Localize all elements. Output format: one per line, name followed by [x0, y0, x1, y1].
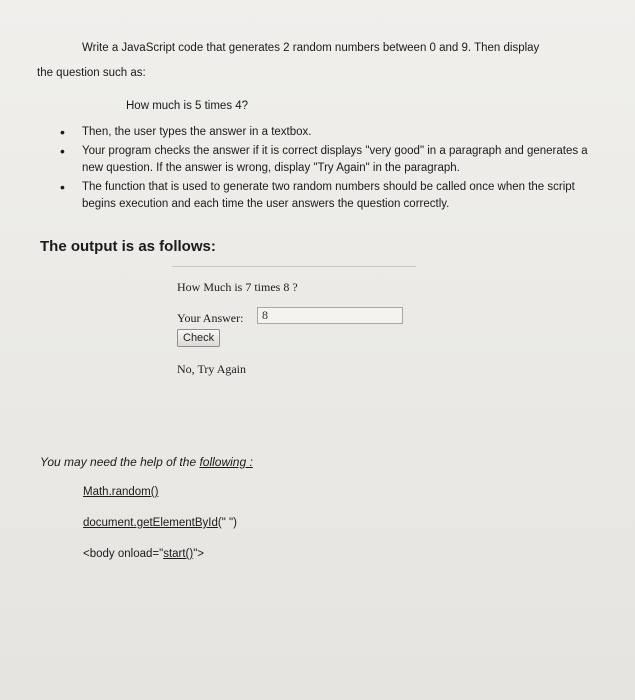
intro-line-2: the question such as:: [37, 67, 146, 79]
hint-get-element-code: document.getElementById: [83, 517, 218, 529]
hint-body-prefix: <body onload=": [83, 548, 164, 560]
hint-get-element-args: (" "): [217, 517, 237, 529]
list-item: [60, 143, 600, 177]
bullet-icon: •: [60, 124, 65, 140]
hint-math-random-text: Math.random(): [83, 486, 159, 498]
divider: [172, 266, 416, 267]
hint-get-element: [83, 517, 237, 529]
hint-body-suffix: ">: [193, 548, 205, 560]
answer-input[interactable]: [257, 307, 403, 324]
list-item: [60, 124, 600, 141]
hint-body-func: start(): [163, 548, 194, 560]
list-item-text: Then, the user types the answer in a textbox.: [82, 126, 312, 138]
hint-body-onload: [83, 548, 204, 560]
list-item-text: The function that is used to generate two random numbers should be called once when the script begins execution and each time the user answers the question correctly.: [82, 181, 575, 210]
demo-answer-label: Your Answer:: [177, 311, 244, 325]
help-prefix: You may need the help of the: [40, 455, 200, 469]
intro-line-1: Write a JavaScript code that generates 2 random numbers between 0 and 9. Then display: [82, 42, 540, 54]
bullet-icon: •: [60, 143, 65, 159]
check-button[interactable]: Check: [177, 329, 220, 347]
list-item: [60, 179, 600, 213]
requirements-list: [60, 124, 600, 215]
list-item-text: Your program checks the answer if it is correct displays "very good" in a paragraph and generates a new question. If the answer is wrong, display "Try Again" in the paragraph.: [82, 145, 588, 174]
hint-math-random: [83, 486, 158, 498]
example-question: How much is 5 times 4?: [126, 100, 249, 112]
bullet-icon: •: [60, 179, 65, 195]
demo-result: No, Try Again: [177, 362, 247, 376]
help-link: following :: [199, 455, 253, 469]
output-heading: The output is as follows:: [40, 238, 216, 255]
demo-question: How Much is 7 times 8 ?: [177, 280, 298, 294]
help-text: [40, 455, 253, 469]
